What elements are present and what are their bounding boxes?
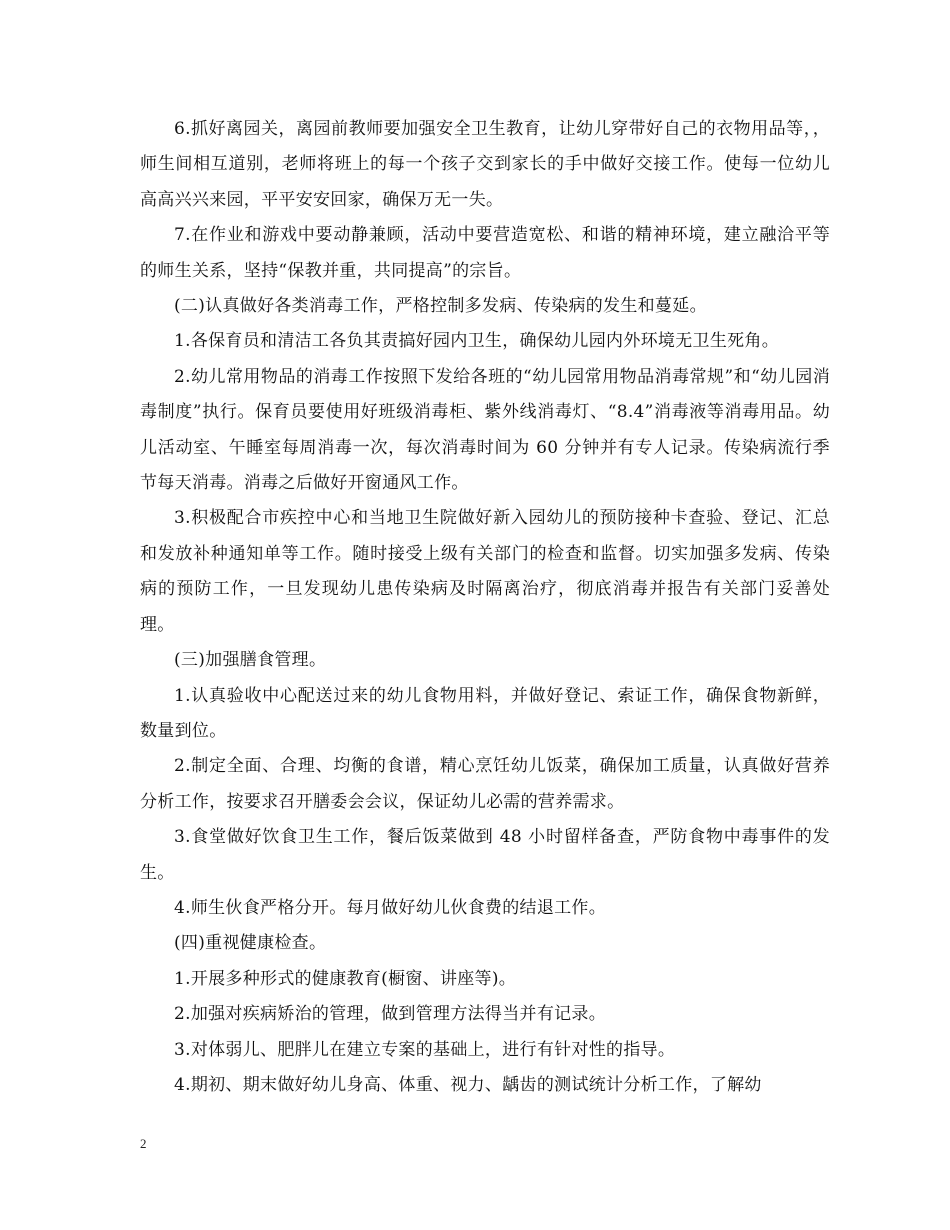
paragraph-item-2: 2.制定全面、合理、均衡的食谱，精心烹饪幼儿饭菜，确保加工质量，认真做好营养分析工作，按要求召开膳委会会议，保证幼儿必需的营养需求。 (140, 756, 830, 812)
paragraph-item-3: 3.食堂做好饮食卫生工作，餐后饭菜做到 48 小时留样备查，严防食物中毒事件的发生。 (140, 827, 830, 883)
document-body (140, 112, 830, 1103)
paragraph-item-2: 2.加强对疾病矫治的管理，做到管理方法得当并有记录。 (174, 1004, 607, 1025)
paragraph-item-4: 4.师生伙食严格分开。每月做好幼儿伙食费的结退工作。 (174, 897, 607, 918)
section-heading-meals: (三)加强膳食管理。 (174, 650, 327, 671)
section-heading-health-check: (四)重视健康检查。 (174, 933, 327, 954)
paragraph-item-1: 1.认真验收中心配送过来的幼儿食物用料，并做好登记、索证工作，确保食物新鲜，数量到位。 (140, 685, 830, 741)
paragraph-item-6: 6.抓好离园关，离园前教师要加强安全卫生教育，让幼儿穿带好自己的衣物用品等，，师生间相互道别，老师将班上的每一个孩子交到家长的手中做好交接工作。使每一位幼儿高高兴兴来园，平平安安回家，确保万无一失。 (140, 119, 830, 210)
page-number: 2 (140, 1136, 147, 1151)
paragraph-item-7: 7.在作业和游戏中要动静兼顾，活动中要营造宽松、和谐的精神环境，建立融洽平等的师生关系，坚持“保教并重，共同提高”的宗旨。 (140, 225, 830, 281)
section-heading-disinfection: (二)认真做好各类消毒工作，严格控制多发病、传染病的发生和蔓延。 (174, 296, 707, 317)
paragraph-item-3: 3.对体弱儿、肥胖儿在建立专案的基础上，进行有针对性的指导。 (174, 1039, 676, 1060)
paragraph-item-4: 4.期初、期末做好幼儿身高、体重、视力、龋齿的测试统计分析工作，了解幼 (174, 1074, 762, 1095)
paragraph-item-2: 2.幼儿常用物品的消毒工作按照下发给各班的“幼儿园常用物品消毒常规”和“幼儿园消毒制度”执行。保育员要使用好班级消毒柜、紫外线消毒灯、“8.4”消毒液等消毒用品。幼儿活动室、午睡室每周消毒一次，每次消毒时间为 60 分钟并有专人记录。传染病流行季节每天消毒。消毒之后做好开窗通风工作。 (140, 366, 830, 494)
paragraph-item-1: 1.各保育员和清洁工各负其责搞好园内卫生，确保幼儿园内外环境无卫生死角。 (174, 331, 780, 352)
paragraph-item-1: 1.开展多种形式的健康教育(橱窗、讲座等)。 (174, 968, 517, 989)
paragraph-item-3: 3.积极配合市疾控中心和当地卫生院做好新入园幼儿的预防接种卡查验、登记、汇总和发放补种通知单等工作。随时接受上级有关部门的检查和监督。切实加强多发病、传染病的预防工作，一旦发现幼儿患传染病及时隔离治疗，彻底消毒并报告有关部门妥善处理。 (140, 508, 830, 635)
